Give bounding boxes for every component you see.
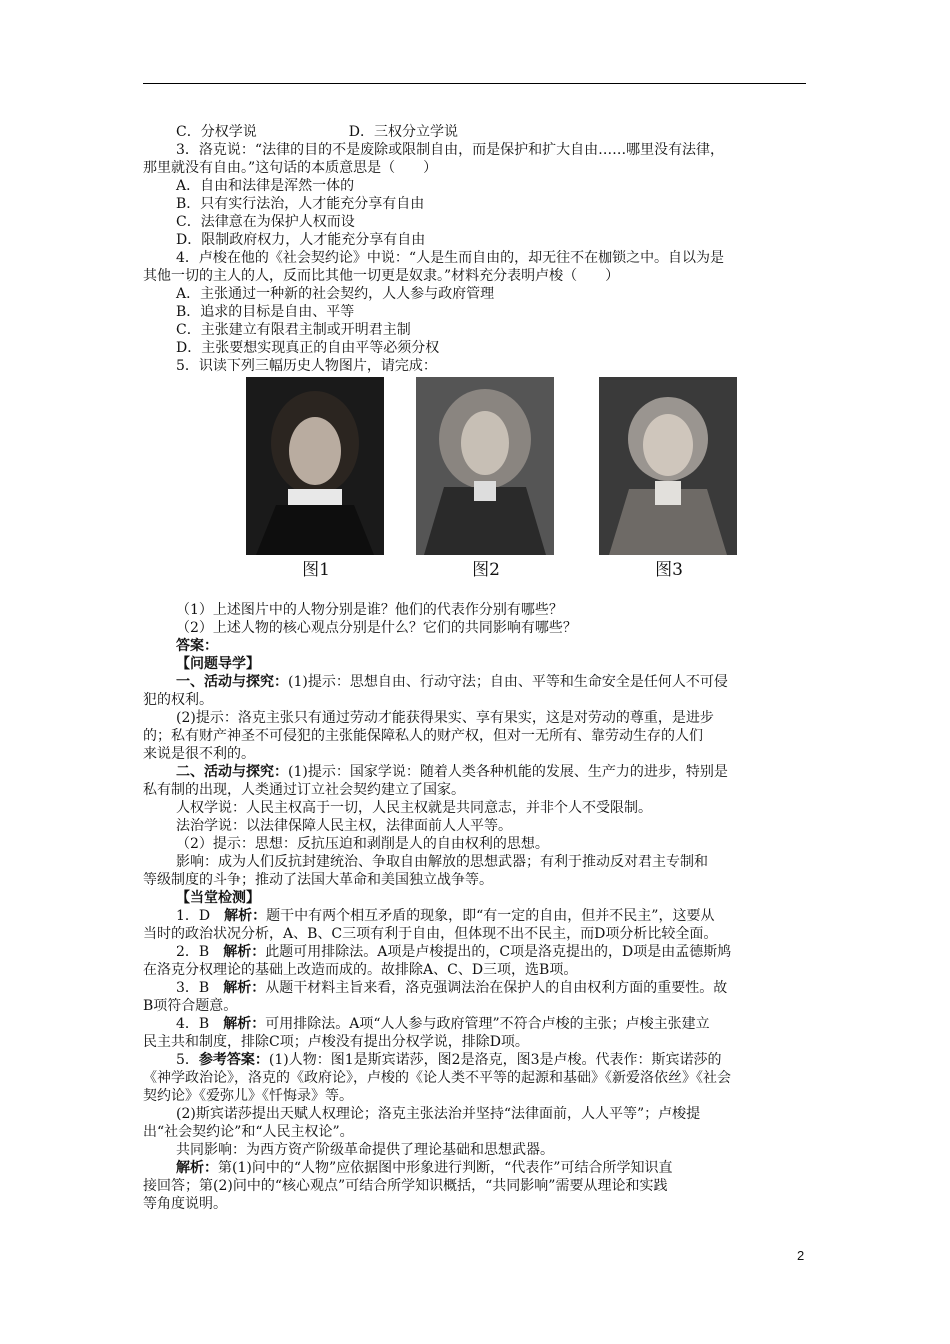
check-5-number: 5． <box>176 1052 199 1068</box>
activity-2-impact-l1: 影响：成为人们反抗封建统治、争取自由解放的思想武器；有利于推动反对君主专制和 <box>176 854 708 870</box>
check-5-label: 参考答案： <box>198 1052 269 1068</box>
check-4-text2: 民主共和制度，排除C项；卢梭没有提出分权学说，排除D项。 <box>143 1034 529 1050</box>
activity-2-impact-l2: 等级制度的斗争；推动了法国大革命和美国独立战争等。 <box>143 872 493 888</box>
portrait-rousseau-image <box>599 377 737 555</box>
activity-2 <box>143 763 806 781</box>
activity-2-label: 二、活动与探究： <box>176 764 288 780</box>
option-d: D．三权分立学说 <box>348 124 458 140</box>
q3-option-b: B．只有实行法治，人才能充分享有自由 <box>176 196 425 212</box>
activity-1-label: 一、活动与探究： <box>176 674 288 690</box>
check-3-text: 从题干材料主旨来看，洛克强调法治在保护人的自由权利方面的重要性。故 <box>265 980 728 996</box>
q4-stem-line2: 其他一切的主人的人，反而比其他一切更是奴隶。”材料充分表明卢梭（ ） <box>143 268 620 284</box>
q3-stem-line1: 3．洛克说：“法律的目的不是废除或限制自由，而是保护和扩大自由……哪里没有法律， <box>176 142 725 158</box>
check-4-label: 解析： <box>223 1016 266 1032</box>
check-5-analysis-text: 第(1)问中的“人物”应依据图中形象进行判断，“代表作”可结合所学知识直 <box>218 1160 673 1176</box>
check-1-text: 题干中有两个相互矛盾的现象，即“有一定的自由，但并不民主”，这要从 <box>266 908 715 924</box>
q3-option-a: A．自由和法律是浑然一体的 <box>176 178 355 194</box>
check-5-part2-l2: 出“社会契约论”和“人民主权论”。 <box>143 1124 354 1140</box>
check-5-text2: 《神学政治论》，洛克的《政府论》，卢梭的《论人类不平等的起源和基础》《新爱洛依丝》《社会 <box>143 1070 731 1086</box>
check-1-text2: 当时的政治状况分析，A、B、C三项有利于自由，但体现不出不民主，而D项分析比较全面。 <box>143 926 718 942</box>
check-5 <box>143 1051 806 1069</box>
check-5-analysis-text3: 等角度说明。 <box>143 1196 227 1212</box>
page-number: 2 <box>797 1248 805 1263</box>
check-2-text: 此题可用排除法。A项是卢梭提出的，C项是洛克提出的，D项是由孟德斯鸠 <box>265 944 732 960</box>
portrait-locke-image <box>416 377 554 555</box>
portrait-figures <box>143 377 806 597</box>
q4-option-b: B．追求的目标是自由、平等 <box>176 304 355 320</box>
q5-stem: 5．识读下列三幅历史人物图片，请完成： <box>176 358 437 374</box>
check-4-number: 4．B <box>176 1016 224 1032</box>
check-5-analysis-label: 解析： <box>176 1160 218 1176</box>
guide-heading: 【问题导学】 <box>176 656 260 672</box>
q4-option-d: D．主张要想实现真正的自由平等必须分权 <box>176 340 440 356</box>
check-5-part2-l1: (2)斯宾诺莎提出天赋人权理论；洛克主张法治并坚持“法律面前，人人平等”；卢梭提 <box>176 1106 701 1122</box>
figure-1 <box>246 377 386 579</box>
q2-options-cd <box>143 123 806 141</box>
figure-3-caption: 图3 <box>655 560 683 580</box>
header-rule <box>143 83 806 84</box>
q3-option-d: D．限制政府权力，人才能充分享有自由 <box>176 232 426 248</box>
q4-stem-line1: 4．卢梭在他的《社会契约论》中说：“人是生而自由的，却无往不在枷锁之中。自以为是 <box>176 250 725 266</box>
q3-stem-line2: 那里就没有自由。”这句话的本质意思是（ ） <box>143 160 438 176</box>
answers-heading: 答案： <box>176 638 218 654</box>
check-3 <box>143 979 806 997</box>
activity-2-part2: （2）提示：思想：反抗压迫和剥削是人的自由权利的思想。 <box>176 836 549 852</box>
check-5-analysis <box>143 1159 806 1177</box>
check-heading: 【当堂检测】 <box>176 890 260 906</box>
activity-1-part2-l2: 的；私有财产神圣不可侵犯的主张能保障私人的财产权，但对一无所有、靠劳动生存的人们 <box>143 728 703 744</box>
check-3-number: 3．B <box>176 980 224 996</box>
activity-2-law: 法治学说：以法律保障人民主权，法律面前人人平等。 <box>176 818 512 834</box>
q3-option-c: C．法律意在为保护人权而设 <box>176 214 355 230</box>
check-4-text: 可用排除法。A项“人人参与政府管理”不符合卢梭的主张；卢梭主张建立 <box>265 1016 710 1032</box>
check-2-label: 解析： <box>223 944 266 960</box>
check-2-number: 2．B <box>176 944 224 960</box>
activity-1-text: (1)提示：思想自由、行动守法；自由、平等和生命安全是任何人不可侵 <box>288 674 728 690</box>
activity-1 <box>143 673 806 691</box>
check-2 <box>143 943 806 961</box>
check-2-text2: 在洛克分权理论的基础上改造而成的。故排除A、C、D三项，选B项。 <box>143 962 578 978</box>
check-3-label: 解析： <box>223 980 266 996</box>
activity-1-part2-l3: 来说是很不利的。 <box>143 746 255 762</box>
q4-option-c: C．主张建立有限君主制或开明君主制 <box>176 322 411 338</box>
activity-2-text2: 私有制的出现，人类通过订立社会契约建立了国家。 <box>143 782 465 798</box>
check-1 <box>143 907 806 925</box>
q5-sub1: （1）上述图片中的人物分别是谁？他们的代表作分别有哪些？ <box>176 602 563 618</box>
check-3-text2: B项符合题意。 <box>143 998 238 1014</box>
activity-1-text2: 犯的权利。 <box>143 692 213 708</box>
option-c: C．分权学说 <box>176 124 257 140</box>
q5-sub2: （2）上述人物的核心观点分别是什么？它们的共同影响有哪些？ <box>176 620 577 636</box>
figure-2-caption: 图2 <box>472 560 500 580</box>
check-5-text3: 契约论》《爱弥儿》《忏悔录》等。 <box>143 1088 353 1104</box>
portrait-spinoza-image <box>246 377 384 555</box>
figure-2 <box>416 377 556 579</box>
figure-3 <box>599 377 739 579</box>
activity-1-part2-l1: (2)提示：洛克主张只有通过劳动才能获得果实、享有果实，这是对劳动的尊重，是进步 <box>176 710 714 726</box>
activity-2-text: (1)提示：国家学说：随着人类各种机能的发展、生产力的进步，特别是 <box>288 764 728 780</box>
q4-option-a: A．主张通过一种新的社会契约，人人参与政府管理 <box>176 286 495 302</box>
figure-1-caption: 图1 <box>302 560 330 580</box>
page-body <box>143 123 806 1213</box>
check-5-analysis-text2: 接回答；第(2)问中的“核心观点”可结合所学知识概括，“共同影响”需要从理论和实践 <box>143 1178 668 1194</box>
check-5-common: 共同影响：为西方资产阶级革命提供了理论基础和思想武器。 <box>176 1142 554 1158</box>
check-1-number: 1．D <box>176 908 225 924</box>
check-4 <box>143 1015 806 1033</box>
check-5-text: (1)人物：图1是斯宾诺莎，图2是洛克，图3是卢梭。代表作：斯宾诺莎的 <box>268 1052 722 1068</box>
check-1-label: 解析： <box>224 908 267 924</box>
activity-2-rights: 人权学说：人民主权高于一切，人民主权就是共同意志，并非个人不受限制。 <box>176 800 652 816</box>
